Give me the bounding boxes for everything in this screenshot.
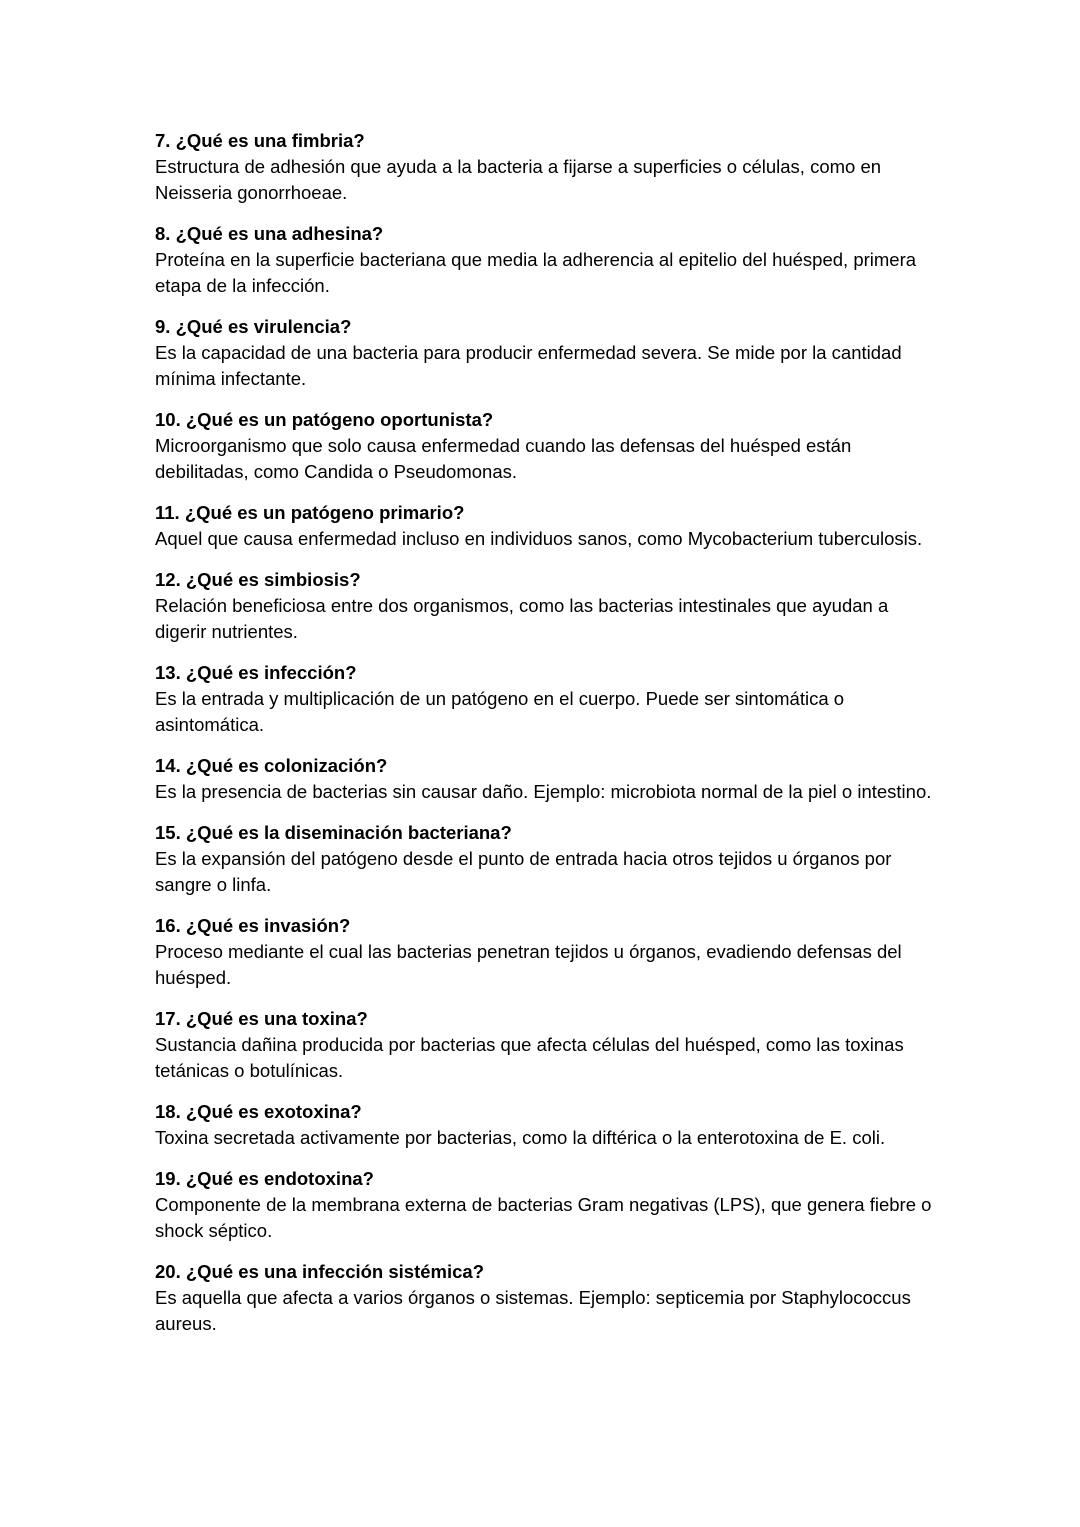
document-page: [155, 128, 935, 1352]
question-heading: 7. ¿Qué es una fimbria?: [155, 130, 365, 151]
qa-item: [155, 913, 935, 991]
answer-text: Es la entrada y multiplicación de un patógeno en el cuerpo. Puede ser sintomática o asintomática.: [155, 688, 845, 735]
question-heading: 10. ¿Qué es un patógeno oportunista?: [155, 409, 494, 430]
answer-text: Es aquella que afecta a varios órganos o sistemas. Ejemplo: septicemia por Staphylococcus aureus.: [155, 1287, 911, 1334]
answer-text: Relación beneficiosa entre dos organismos, como las bacterias intestinales que ayudan a digerir nutrientes.: [155, 595, 889, 642]
question-heading: 15. ¿Qué es la diseminación bacteriana?: [155, 822, 512, 843]
qa-item: [155, 128, 935, 206]
question-heading: 17. ¿Qué es una toxina?: [155, 1008, 368, 1029]
question-heading: 9. ¿Qué es virulencia?: [155, 316, 352, 337]
qa-item: [155, 221, 935, 299]
qa-item: [155, 407, 935, 485]
answer-text: Sustancia dañina producida por bacterias que afecta células del huésped, como las toxinas tetánicas o botulínicas.: [155, 1034, 904, 1081]
answer-text: Aquel que causa enfermedad incluso en individuos sanos, como Mycobacterium tuberculosis.: [155, 528, 923, 549]
qa-item: [155, 567, 935, 645]
answer-text: Es la presencia de bacterias sin causar daño. Ejemplo: microbiota normal de la piel o intestino.: [155, 781, 932, 802]
question-heading: 11. ¿Qué es un patógeno primario?: [155, 502, 465, 523]
question-heading: 12. ¿Qué es simbiosis?: [155, 569, 361, 590]
question-heading: 14. ¿Qué es colonización?: [155, 755, 388, 776]
qa-item: [155, 1006, 935, 1084]
answer-text: Es la capacidad de una bacteria para producir enfermedad severa. Se mide por la cantidad mínima infectante.: [155, 342, 902, 389]
question-heading: 13. ¿Qué es infección?: [155, 662, 357, 683]
qa-item: [155, 1166, 935, 1244]
answer-text: Microorganismo que solo causa enfermedad cuando las defensas del huésped están debilitadas, como Candida o Pseudomonas.: [155, 435, 852, 482]
answer-text: Proteína en la superficie bacteriana que media la adherencia al epitelio del huésped, primera etapa de la infección.: [155, 249, 917, 296]
qa-item: [155, 660, 935, 738]
qa-item: [155, 1099, 935, 1151]
qa-item: [155, 314, 935, 392]
answer-text: Estructura de adhesión que ayuda a la bacteria a fijarse a superficies o células, como en Neisseria gonorrhoeae.: [155, 156, 882, 203]
qa-item: [155, 500, 935, 552]
question-heading: 8. ¿Qué es una adhesina?: [155, 223, 384, 244]
question-heading: 20. ¿Qué es una infección sistémica?: [155, 1261, 485, 1282]
qa-item: [155, 820, 935, 898]
question-heading: 18. ¿Qué es exotoxina?: [155, 1101, 362, 1122]
answer-text: Proceso mediante el cual las bacterias penetran tejidos u órganos, evadiendo defensas del huésped.: [155, 941, 902, 988]
answer-text: Es la expansión del patógeno desde el punto de entrada hacia otros tejidos u órganos por sangre o linfa.: [155, 848, 892, 895]
question-heading: 16. ¿Qué es invasión?: [155, 915, 351, 936]
qa-item: [155, 753, 935, 805]
qa-item: [155, 1259, 935, 1337]
answer-text: Toxina secretada activamente por bacterias, como la diftérica o la enterotoxina de E. coli.: [155, 1127, 886, 1148]
answer-text: Componente de la membrana externa de bacterias Gram negativas (LPS), que genera fiebre o shock séptico.: [155, 1194, 932, 1241]
question-heading: 19. ¿Qué es endotoxina?: [155, 1168, 374, 1189]
